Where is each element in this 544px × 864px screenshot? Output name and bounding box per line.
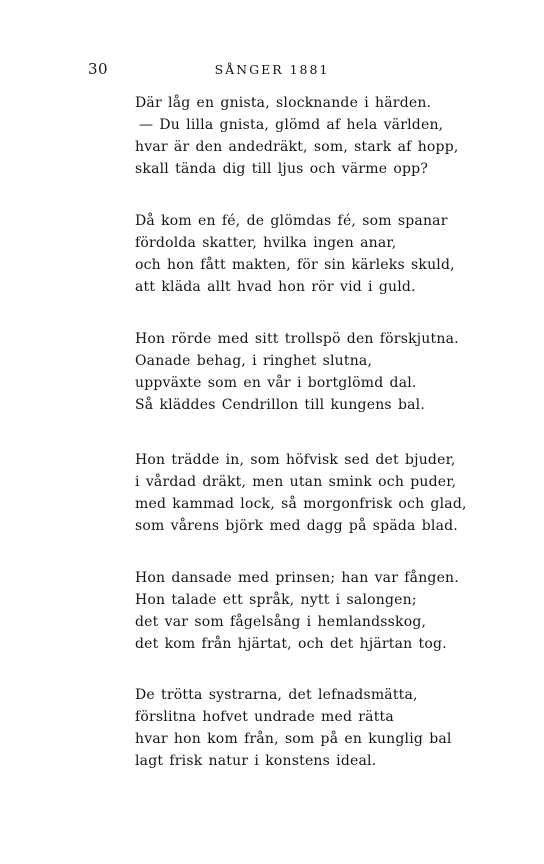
verse-line: hvar är den andedräkt, som, stark af hopp, (135, 139, 459, 155)
verse-line: De trötta systrarna, det lefnadsmätta, (135, 687, 418, 703)
stanza-1 (135, 92, 465, 180)
verse-line: Så kläddes Cendrillon till kungens bal. (135, 397, 425, 413)
verse-line: det var som fågelsång i hemlandsskog, (135, 614, 427, 630)
verse-line: Då kom en fé, de glömdas fé, som spanar (135, 213, 448, 229)
verse-line: med kammad lock, så morgonfrisk och glad, (135, 496, 467, 512)
verse-line: i vårdad dräkt, men utan smink och puder, (135, 474, 457, 490)
verse-line: och hon fått makten, för sin kärleks skuld, (135, 257, 455, 273)
verse-line: att kläda allt hvad hon rör vid i guld. (135, 279, 416, 295)
verse-line: uppväxte som en vår i bortglömd dal. (135, 375, 417, 391)
stanza-3 (135, 328, 465, 416)
stanza-4 (135, 449, 465, 537)
running-head: SÅNGER 1881 (214, 62, 330, 77)
verse-line: som vårens björk med dagg på späda blad. (135, 518, 458, 534)
verse-line: Hon dansade med prinsen; han var fången. (135, 570, 459, 586)
verse-line: — Du lilla gnista, glömd af hela världen, (139, 117, 444, 133)
verse-line: Där låg en gnista, slocknande i härden. (135, 95, 432, 111)
verse-line: skall tända dig till ljus och värme opp? (135, 161, 429, 177)
verse-line: det kom från hjärtat, och det hjärtan tog. (135, 636, 447, 652)
verse-line: hvar hon kom från, som på en kunglig bal (135, 731, 452, 747)
verse-line: Hon talade ett språk, nytt i salongen; (135, 592, 417, 608)
verse-line: Hon trädde in, som höfvisk sed det bjuder, (135, 452, 456, 468)
stanza-2 (135, 210, 465, 298)
page-number: 30 (88, 60, 109, 78)
verse-line: fördolda skatter, hvilka ingen anar, (135, 235, 397, 251)
verse-line: förslitna hofvet undrade med rätta (135, 709, 394, 725)
stanza-5 (135, 567, 465, 655)
verse-line: lagt frisk natur i konstens ideal. (135, 753, 377, 769)
verse-line: Oanade behag, i ringhet slutna, (135, 353, 373, 369)
verse-line: Hon rörde med sitt trollspö den förskjutna. (135, 331, 459, 347)
stanza-6 (135, 684, 465, 772)
